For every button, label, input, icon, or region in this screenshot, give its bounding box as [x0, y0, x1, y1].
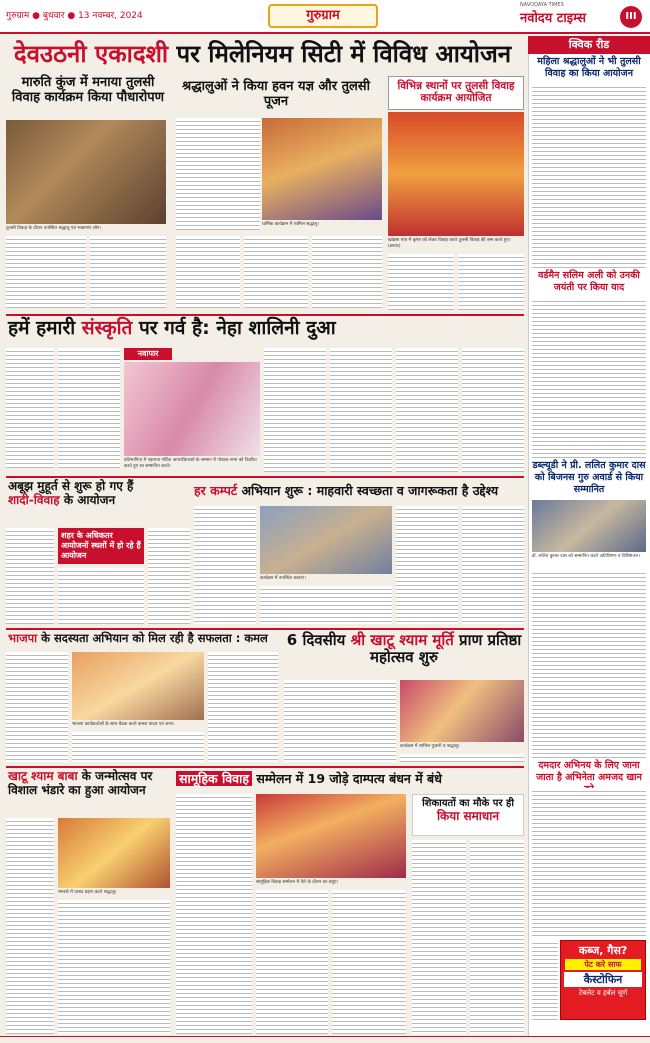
story5-title-red: शादी-विवाह [8, 492, 60, 507]
story1-title: मारुति कुंज में मनाया तुलसी विवाह कार्यक्रम किया पौधारोपण [11, 75, 165, 105]
story7-caption: भाजपा कार्यकर्ताओं के साथ बैठक करते कमल यादव एवं अन्य। [72, 722, 175, 727]
sidebar-item-3-text [532, 570, 646, 758]
story2-photo [262, 118, 382, 220]
sidebar-item-1-text [532, 84, 646, 268]
story2-caption: धार्मिक कार्यक्रम में शामिल श्रद्धालु। [262, 222, 319, 227]
sidebar-item-2-title: वर्डमैन सलिम अली को उनकी जयंती पर किया याद [538, 270, 640, 293]
story10-title [176, 772, 524, 790]
story3-caption: खांडसा गांव में कृष्ण को लेकर विवाह करते तुलसी विवाह की रस्म करते हुए। (छायाः) [388, 238, 511, 249]
ad-brand: कैस्टोफिन [564, 972, 642, 987]
header-dateline: गुरुग्राम ● बुधवार ● 13 नवम्बर, 2024 [6, 11, 143, 21]
story6-photo [260, 506, 392, 574]
story11-title1: शिकायतों का मौके पर ही [422, 798, 514, 809]
story4-title [8, 318, 520, 344]
story11-title2: किया समाधान [436, 808, 500, 823]
story4-text-col2 [58, 348, 120, 468]
story8-title-red: श्री खाटू श्याम मूर्ति [350, 631, 454, 649]
story6-text-under [260, 586, 392, 624]
story1-text-col2 [90, 236, 166, 308]
ad-subline: पेट करे साफ [565, 959, 641, 970]
story6-text-col2 [396, 506, 458, 624]
story5-title [8, 480, 144, 524]
story6-title-rest: अभियान शुरू : माहवारी स्वच्छता व जागरूकता है उद्देश्य [237, 483, 499, 498]
story2-text-col2 [244, 236, 308, 308]
story9-caption: भण्डारे में प्रसाद ग्रहण करते श्रद्धालु। [58, 890, 117, 895]
story10-text-col1 [176, 794, 252, 1034]
story3-text-col2 [458, 254, 524, 310]
story4-title-part2: पर गर्व है: नेहा शालिनी दुआ [132, 317, 336, 339]
story10-title-rest: सम्मेलन में 19 जोड़े दाम्पत्य बंधन में बंधे [252, 771, 442, 786]
header-brand-sub: NAVODAYA TIMES [520, 2, 564, 8]
page-footer [0, 1036, 650, 1043]
story6-caption: कार्यक्रम में उपस्थित छात्राएं। [260, 576, 306, 581]
story5-title-part2: के आयोजन [59, 492, 116, 507]
story7-title-rest: के सदस्यता अभियान को मिल रही है सफलता : कमल [37, 631, 268, 645]
story9-title-part1: खाटू श्याम बाबा [8, 769, 78, 783]
story10-caption: सामूहिक विवाह सम्मेलन में फेरे के दौरान वर-वधूएं। [256, 880, 339, 885]
story5-title-part1: अबूझ मुहूर्त से शुरू हो गए हैं [8, 479, 134, 493]
story5-text-col2 [58, 568, 144, 624]
story6-title-red: हर कम्पर्ट [194, 483, 238, 498]
story11-text-col1 [412, 840, 466, 1034]
divider-4 [6, 766, 524, 768]
story5-text-col3 [148, 528, 190, 624]
story1-caption: तुलसी विवाह के दौरान उपस्थित श्रद्धालु एवं भक्तगण लोग। [6, 226, 102, 231]
story10-text-col2 [256, 890, 328, 1034]
story5-box: शहर के अधिकतर आयोजनों स्थलों में हो रहे हैं आयोजन [58, 528, 144, 564]
story8-text-col1 [284, 680, 396, 762]
sidebar-item-4-text-tail [532, 940, 558, 1020]
ad-headline: कब्ज, गैस? [578, 944, 628, 957]
sidebar-item-4-title: दमदार अभिनय के लिए जाना जाता है अभिनेता अमजद खान [536, 760, 642, 783]
story4-title-part1: हमें हमारी [8, 317, 82, 339]
story4-photo [124, 362, 260, 456]
story5-text-col1 [6, 528, 54, 624]
story6-text-col1 [194, 506, 256, 624]
ad-castofin[interactable] [560, 940, 646, 1020]
story7-photo [72, 652, 204, 720]
story1-text-col1 [6, 236, 86, 308]
story9-photo [58, 818, 170, 888]
ad-product: टेबलेट व हर्बल चूर्ण [578, 989, 628, 997]
story9-text-col2 [58, 900, 170, 1034]
story4-text-col1 [6, 348, 54, 468]
story7-title [8, 632, 278, 648]
story8-title-part1: 6 दिवसीय [286, 631, 351, 649]
story4-caption: प्रतिभागिता में पहनाया गर्विता अपराजिताओं के सम्मान में पोशाक सभा को वितरित करते हुए स्व सम्मानित करते। [124, 458, 257, 469]
story8-title [284, 632, 524, 676]
story3-title-box [388, 76, 524, 110]
story4-badge: नवापार [124, 348, 172, 360]
story7-text-col2 [208, 652, 278, 762]
main-headline [0, 36, 525, 72]
story3-title: विभिन्न स्थानों पर तुलसी विवाह कार्यक्रम आयोजित [397, 80, 515, 105]
sidebar-item-2-text [532, 298, 646, 458]
header-brand: नवोदय टाइम्स [520, 11, 587, 26]
sidebar-item-3-photo [532, 500, 646, 552]
divider-3 [6, 628, 524, 630]
story3-photo [388, 112, 524, 236]
story7-text-under [72, 732, 204, 762]
sidebar-item-3-title: डब्ल्यूडी ने प्री. ललित कुमार दास को बिजनस गुरु अवार्ड से किया सम्मानित [532, 460, 646, 495]
story2-text-intro [176, 118, 260, 230]
story8-photo [400, 680, 524, 742]
story10-photo [256, 794, 406, 878]
sidebar-item-4-text [532, 788, 646, 938]
story10-text-col3 [332, 890, 406, 1034]
story6-text-col3 [462, 506, 524, 624]
story8-text-col2 [400, 754, 524, 762]
main-headline-red: देवउठनी एकादशी [13, 40, 169, 68]
story11-title-box [412, 794, 524, 836]
story9-text-col1 [6, 818, 54, 1034]
story10-title-badge: सामूहिक विवाह [176, 771, 252, 786]
story4-text-col4 [330, 348, 392, 472]
story9-title [8, 770, 168, 814]
story3-text-col1 [388, 254, 454, 310]
story6-title [194, 484, 524, 500]
story8-title-part2: प्राण प्रतिष्ठा महोत्सव शुरु [370, 631, 522, 667]
page-number: III [620, 6, 642, 28]
story2-title: श्रद्धालुओं ने किया हवन यज्ञ और तुलसी पूजन [182, 79, 370, 109]
main-headline-rest: पर मिलेनियम सिटी में विविध आयोजन [168, 40, 512, 68]
story11-text-col2 [470, 840, 524, 1034]
story4-text-col6 [462, 348, 524, 472]
divider-2 [6, 476, 524, 478]
divider-1 [6, 314, 524, 316]
story1-photo [6, 120, 166, 224]
story4-title-red: संस्कृति [81, 317, 133, 339]
sidebar-item-3-caption: डॉ. ललित कुमार दास को सम्मानित करते अतिथिगण व विशिष्टजन। [532, 554, 640, 559]
story2-text-col3 [312, 236, 382, 308]
story2-text-col1 [176, 236, 240, 308]
story4-text-col5 [396, 348, 458, 472]
quick-read-title: क्विक रीड [528, 36, 650, 54]
header-section-label: गुरुग्राम [268, 4, 378, 28]
story9-title-part2: के जन्मोत्सव पर विशाल भंडारे का हुआ आयोजन [8, 769, 153, 797]
story4-text-col3 [264, 348, 326, 472]
story7-title-red: भाजपा [8, 631, 38, 645]
sidebar-item-1-title: महिला श्रद्धालुओं ने भी तुलसी विवाह का किया आयोजन [537, 56, 641, 79]
story7-text-col1 [6, 652, 68, 762]
story8-caption: कार्यक्रम में शामिल पुजारी व श्रद्धालु। [400, 744, 460, 749]
